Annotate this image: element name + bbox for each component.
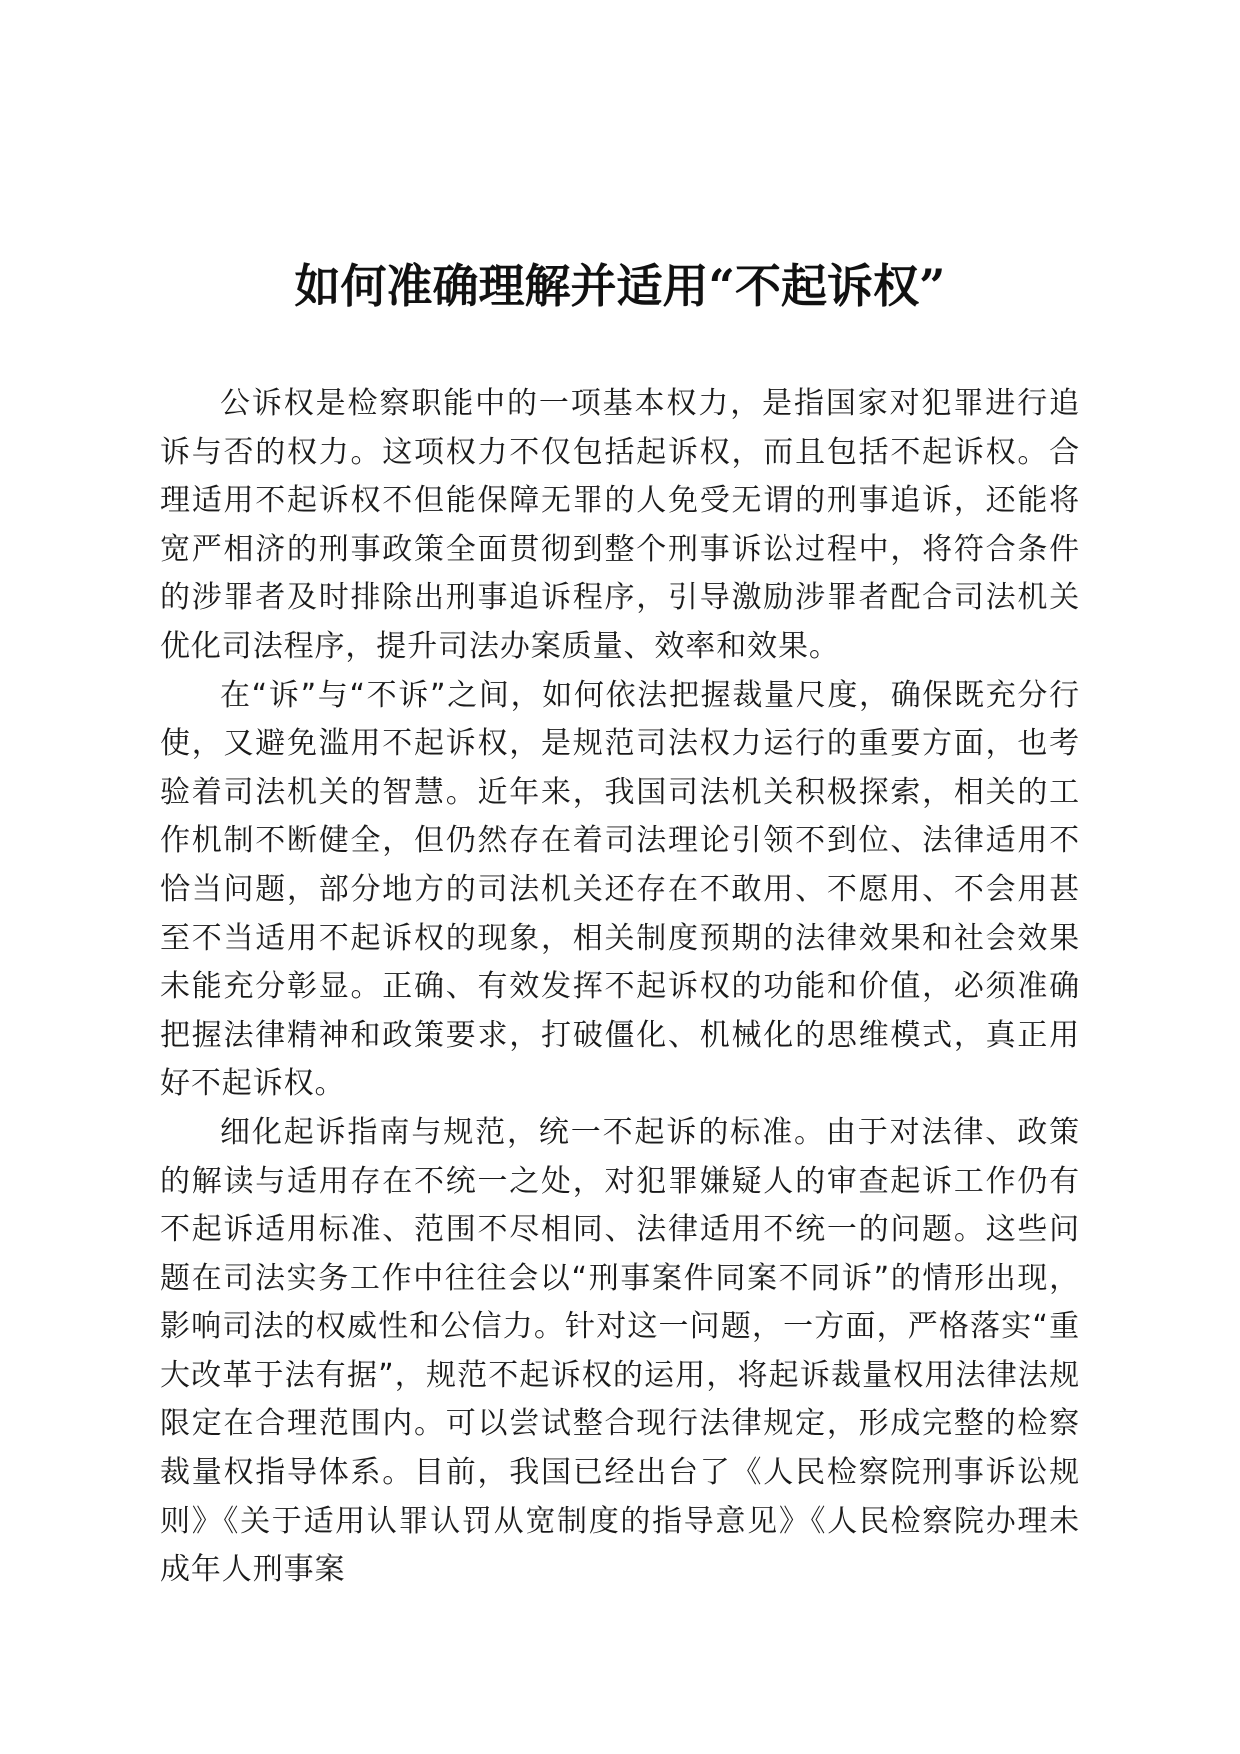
document-title: 如何准确理解并适用“不起诉权”: [294, 259, 946, 313]
paragraph-1: 公诉权是检察职能中的一项基本权力，是指国家对犯罪进行追诉与否的权力。这项权力不仅包括起诉权，而且包括不起诉权。合理适用不起诉权不但能保障无罪的人免受无谓的刑事追诉，还能将宽严相济的刑事政策全面贯彻到整个刑事诉讼过程中，将符合条件的涉罪者及时排除出刑事追诉程序，引导激励涉罪者配合司法机关优化司法程序，提升司法办案质量、效率和效果。: [160, 386, 1080, 664]
paragraph-3: 细化起诉指南与规范，统一不起诉的标准。由于对法律、政策的解读与适用存在不统一之处，对犯罪嫌疑人的审查起诉工作仍有不起诉适用标准、范围不尽相同、法律适用不统一的问题。这些问题在司法实务工作中往往会以“刑事案件同案不同诉”的情形出现，影响司法的权威性和公信力。针对这一问题，一方面，严格落实“重大改革于法有据”，规范不起诉权的运用，将起诉裁量权用法律法规限定在合理范围内。可以尝试整合现行法律规定，形成完整的检察裁量权指导体系。目前，我国已经出台了《人民检察院刑事诉讼规则》《关于适用认罪认罚从宽制度的指导意见》《人民检察院办理未成年人刑事案: [160, 1114, 1080, 1588]
document-body: [160, 380, 1080, 1595]
paragraph-2: 在“诉”与“不诉”之间，如何依法把握裁量尺度，确保既充分行使，又避免滥用不起诉权，是规范司法权力运行的重要方面，也考验着司法机关的智慧。近年来，我国司法机关积极探索，相关的工作机制不断健全，但仍然存在着司法理论引领不到位、法律适用不恰当问题，部分地方的司法机关还存在不敢用、不愿用、不会用甚至不当适用不起诉权的现象，相关制度预期的法律效果和社会效果未能充分彰显。正确、有效发挥不起诉权的功能和价值，必须准确把握法律精神和政策要求，打破僵化、机械化的思维模式，真正用好不起诉权。: [160, 677, 1080, 1102]
